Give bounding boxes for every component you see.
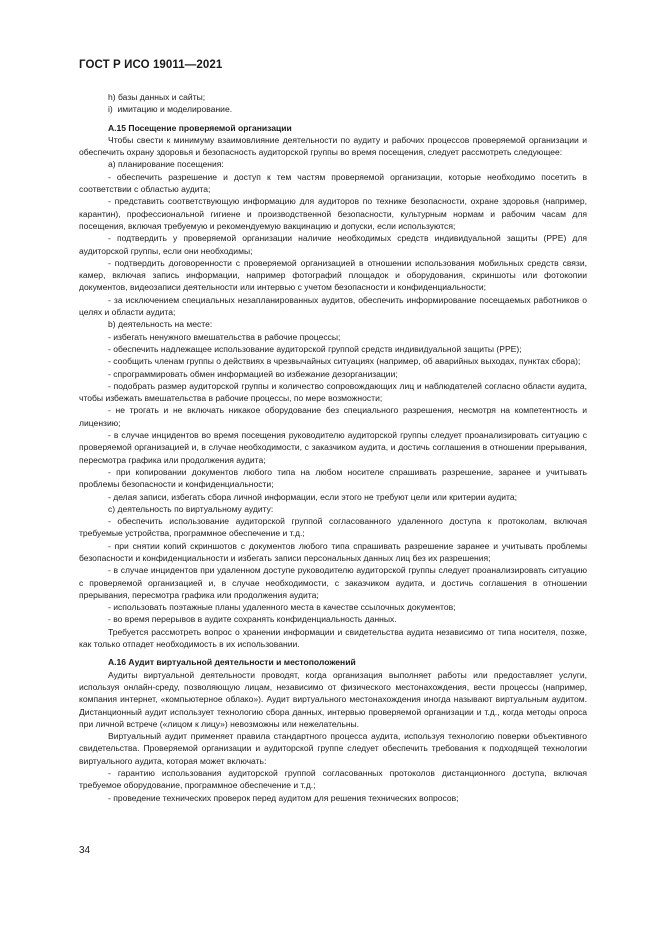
paragraph: - проведение технических проверок перед аудитом для решения технических вопросов; bbox=[108, 792, 459, 803]
paragraph: - использовать поэтажные планы удаленного места в качестве ссылочных документов; bbox=[108, 602, 456, 613]
paragraph: Виртуальный аудит применяет правила стандартного процесса аудита, используя технологию поверки объективного свидетельства. Проверяемой организации и аудиторской группе следует обеспечить требования к подходящей технологии виртуального аудита, которая может включать: bbox=[79, 731, 587, 766]
paragraph: Чтобы свести к минимуму взаимовлияние деятельности по аудиту и рабочих процессов проверяемой организации и обеспечить охрану здоровья и безопасность аудиторской группы во время посещения, следует рассмотреть следующее: bbox=[79, 134, 587, 158]
paragraph: Аудиты виртуальной деятельности проводят, когда организация выполняет работы или предоставляет услуги, используя онлайн-среду, позволяющую лицам, независимо от физического местонахождения, вести процессы (например, компания интернет, «компьютерное облако»). Аудит виртуального местонахождения иногда называют виртуальным аудитом. Дистанционный аудит использует технологию сбора данных, интервью проверяемой организации и т.д., когда методы опроса при личной встрече («лицом к лицу») невозможны или нежелательны. bbox=[79, 669, 587, 729]
paragraph: - не трогать и не включать никакое оборудование без специального разрешения, несмотря на компетентность и лицензию; bbox=[79, 405, 587, 428]
paragraph: c) деятельность по виртуальному аудиту: bbox=[108, 503, 274, 514]
section-a16-body bbox=[79, 669, 587, 804]
paragraph: - обеспечить надлежащее использование аудиторской группой средств индивидуальной защиты (PPE); bbox=[108, 343, 522, 354]
list-item: i) имитацию и моделирование. bbox=[108, 104, 233, 115]
section-heading-a16: А.16 Аудит виртуальной деятельности и местоположений bbox=[108, 657, 356, 668]
paragraph: - подобрать размер аудиторской группы и количество сопровождающих лиц и наблюдателей согласно области аудита, чтобы избежать вмешательства в рабочие процессы, по мере возможности; bbox=[79, 380, 587, 404]
document-header: ГОСТ Р ИСО 19011—2021 bbox=[79, 59, 223, 71]
paragraph: - делая записи, избегать сбора личной информации, если этого не требуют цели или критерии аудита; bbox=[108, 491, 517, 502]
paragraph: Требуется рассмотреть вопрос о хранении информации и свидетельства аудита независимо от типа носителя, позже, как только отпадет необходимость в их использовании. bbox=[79, 626, 587, 650]
paragraph: - обеспечить разрешение и доступ к тем частям проверяемой организации, которые необходимо посетить в соответствии с областью аудита; bbox=[79, 171, 587, 195]
paragraph: - представить соответствующую информацию для аудиторов по технике безопасности, охране здоровья (например, карантин), профессиональной гигиене и производственной безопасности, культурным нормам и рабочим часам для посещения, включая требуемую и рекомендуемую вакцинацию и допуски, если используются; bbox=[79, 196, 587, 231]
paragraph: - при копировании документов любого типа на любом носителе спрашивать разрешение, заранее и учитывать проблемы безопасности и конфиденциальности; bbox=[79, 466, 587, 490]
paragraph: b) деятельность на месте: bbox=[108, 319, 213, 330]
paragraph: - при снятии копий скриншотов с документов любого типа спрашивать разрешение заранее и учитывать проблемы безопасности и конфиденциальности и избегать записи персональных данных лиц без их разрешения; bbox=[79, 540, 587, 563]
section-heading-a15: А.15 Посещение проверяемой организации bbox=[108, 122, 292, 133]
paragraph: - обеспечить использование аудиторской группой согласованного удаленного доступа к протоколам, включая требуемые устройства, программное обеспечение и т.д.; bbox=[79, 516, 587, 539]
paragraph: - в случае инцидентов при удаленном доступе руководителю аудиторской группы следует проанализировать ситуацию с проверяемой организацией и, в случае необходимости, с заказчиком аудита, и достичь соглашения в отношении прерывания, пересмотра графика или продолжения аудита; bbox=[79, 565, 587, 600]
paragraph: - за исключением специальных незапланированных аудитов, обеспечить информирование посещаемых работников о целях и области аудита; bbox=[79, 294, 587, 318]
paragraph: - во время перерывов в аудите сохранять конфиденциальность данных. bbox=[108, 614, 397, 625]
paragraph: - сообщить членам группы о действиях в чрезвычайных ситуациях (например, об аварийных выходах, пунктах сбора); bbox=[108, 356, 581, 367]
page-number: 34 bbox=[79, 845, 91, 856]
document-body bbox=[79, 91, 587, 804]
paragraph: - в случае инцидентов во время посещения руководителю аудиторской группы следует проанализировать ситуацию с проверяемой организацией и, в случае необходимости, с заказчиком аудита, и достичь соглашения в отношении прерывания, пересмотра графика или продолжения аудита; bbox=[79, 430, 587, 465]
paragraph: - подтвердить договоренности с проверяемой организацией в отношении использования мобильных средств связи, камер, включая запись информации, например фотографий площадок и оборудования, скриншоты или фотокопии документов, видеозаписи деятельности или интервью с учетом безопасности и конфиденциальности; bbox=[79, 257, 587, 293]
paragraph: - избегать ненужного вмешательства в рабочие процессы; bbox=[108, 331, 341, 342]
paragraph: - спрограммировать обмен информацией во избежание дезорганизации; bbox=[108, 368, 398, 379]
paragraph: a) планирование посещения: bbox=[108, 159, 224, 170]
list-item: h) базы данных и сайты; bbox=[108, 92, 206, 102]
section-a15-body bbox=[79, 134, 587, 650]
paragraph: - подтвердить у проверяемой организации наличие необходимых средств индивидуальной защиты (PPE) для аудиторской группы, если они необходимы; bbox=[79, 233, 587, 256]
paragraph: - гарантию использования аудиторской группой согласованных протоколов дистанционного доступа, включая требуемое оборудование, программное обеспечение и т.д.; bbox=[79, 768, 587, 791]
